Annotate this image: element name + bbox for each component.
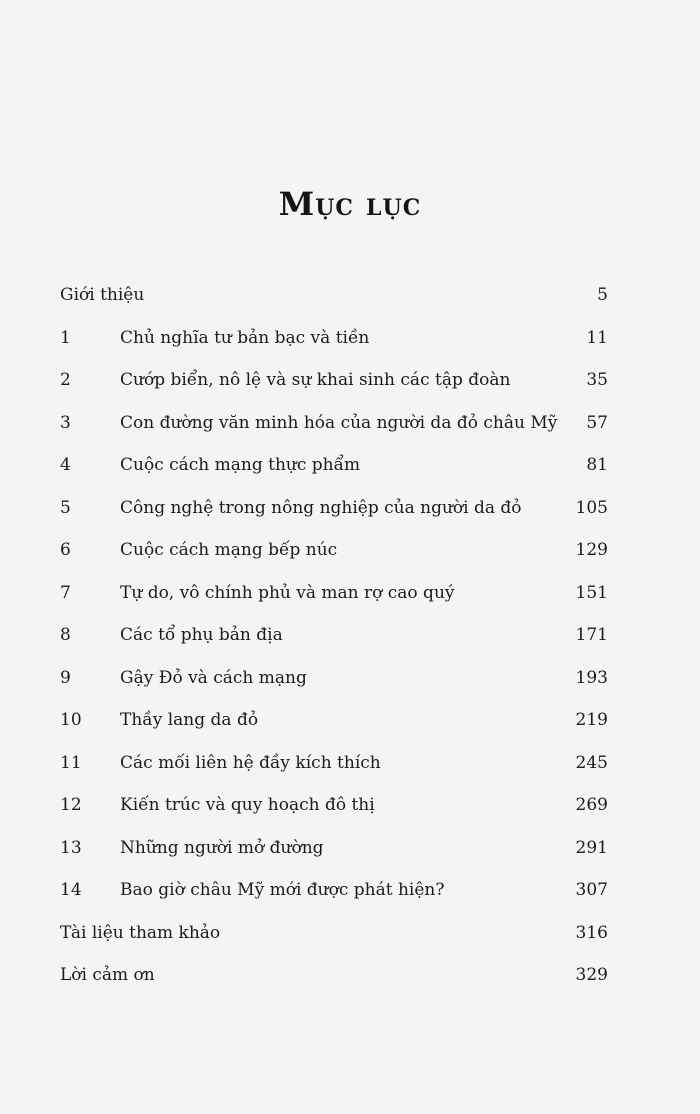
toc-entry-chapter-11 (60, 748, 608, 791)
toc-entry-number: 14 (60, 880, 82, 900)
toc-entry-label: Các tổ phụ bản địa (120, 625, 283, 645)
toc-entry-chapter-12 (60, 790, 608, 833)
toc-entry-label: Công nghệ trong nông nghiệp của người da đỏ (120, 497, 522, 518)
toc-entry-label: Thầy lang da đỏ (120, 710, 259, 730)
toc-entry-number: 2 (60, 370, 71, 390)
toc-entry-label: Gậy Đỏ và cách mạng (120, 667, 307, 688)
toc-entry-page: 219 (575, 710, 608, 730)
toc-entry-label: Tự do, vô chính phủ và man rợ cao quý (120, 582, 455, 603)
toc-entry-label: Tài liệu tham khảo (60, 922, 221, 943)
toc-entry-page: 329 (575, 965, 608, 985)
toc-entry-page: 193 (575, 667, 608, 688)
toc-entry-page: 35 (586, 370, 608, 390)
toc-entry-label: Kiến trúc và quy hoạch đô thị (120, 795, 375, 815)
toc-entry-number: 5 (60, 497, 71, 518)
toc-entry-chapter-3 (60, 408, 608, 451)
toc-entry-label: Bao giờ châu Mỹ mới được phát hiện? (120, 880, 445, 900)
table-of-contents (60, 280, 608, 1003)
toc-entry-label: Con đường văn minh hóa của người da đỏ châu Mỹ (120, 412, 558, 433)
toc-entry-chapter-9 (60, 663, 608, 706)
toc-entry-number: 7 (60, 582, 71, 603)
toc-entry-label: Cướp biển, nô lệ và sự khai sinh các tập đoàn (120, 370, 511, 390)
toc-entry-number: 8 (60, 625, 71, 645)
toc-entry-page: 11 (586, 327, 608, 348)
toc-entry-label: Cuộc cách mạng bếp núc (120, 540, 338, 560)
toc-entry-chapter-1 (60, 323, 608, 366)
page-title: Mục lục (278, 185, 422, 223)
toc-entry-chapter-4 (60, 450, 608, 493)
toc-entry-introduction (60, 280, 608, 323)
toc-entry-number: 13 (60, 837, 82, 858)
toc-entry-chapter-10 (60, 705, 608, 748)
toc-entry-acknowledgements (60, 960, 608, 1003)
toc-entry-page: 171 (575, 625, 608, 645)
toc-entry-page: 307 (575, 880, 608, 900)
toc-entry-page: 269 (575, 795, 608, 815)
toc-entry-chapter-13 (60, 833, 608, 876)
toc-entry-page: 5 (597, 285, 608, 305)
toc-entry-chapter-5 (60, 493, 608, 536)
toc-entry-page: 81 (586, 455, 608, 475)
toc-entry-chapter-7 (60, 578, 608, 621)
toc-entry-number: 9 (60, 667, 71, 688)
toc-entry-number: 10 (60, 710, 82, 730)
toc-entry-number: 1 (60, 327, 71, 348)
toc-entry-page: 105 (575, 497, 608, 518)
toc-entry-chapter-8 (60, 620, 608, 663)
toc-entry-page: 316 (575, 922, 608, 943)
toc-entry-number: 4 (60, 455, 71, 475)
toc-entry-page: 129 (575, 540, 608, 560)
toc-entry-chapter-2 (60, 365, 608, 408)
toc-entry-page: 151 (575, 582, 608, 603)
toc-entry-label: Các mối liên hệ đầy kích thích (120, 752, 381, 773)
toc-entry-page: 57 (586, 412, 608, 433)
toc-entry-page: 291 (575, 837, 608, 858)
toc-entry-references (60, 918, 608, 961)
toc-entry-number: 12 (60, 795, 82, 815)
toc-entry-label: Chủ nghĩa tư bản bạc và tiền (120, 327, 370, 348)
toc-entry-label: Giới thiệu (60, 285, 145, 305)
toc-entry-chapter-14 (60, 875, 608, 918)
toc-entry-chapter-6 (60, 535, 608, 578)
toc-entry-label: Lời cảm ơn (60, 965, 155, 985)
toc-entry-number: 3 (60, 412, 71, 433)
toc-entry-label: Cuộc cách mạng thực phẩm (120, 455, 361, 475)
toc-entry-page: 245 (575, 752, 608, 773)
toc-entry-number: 6 (60, 540, 71, 560)
toc-entry-label: Những người mở đường (120, 837, 324, 858)
toc-entry-number: 11 (60, 752, 82, 773)
